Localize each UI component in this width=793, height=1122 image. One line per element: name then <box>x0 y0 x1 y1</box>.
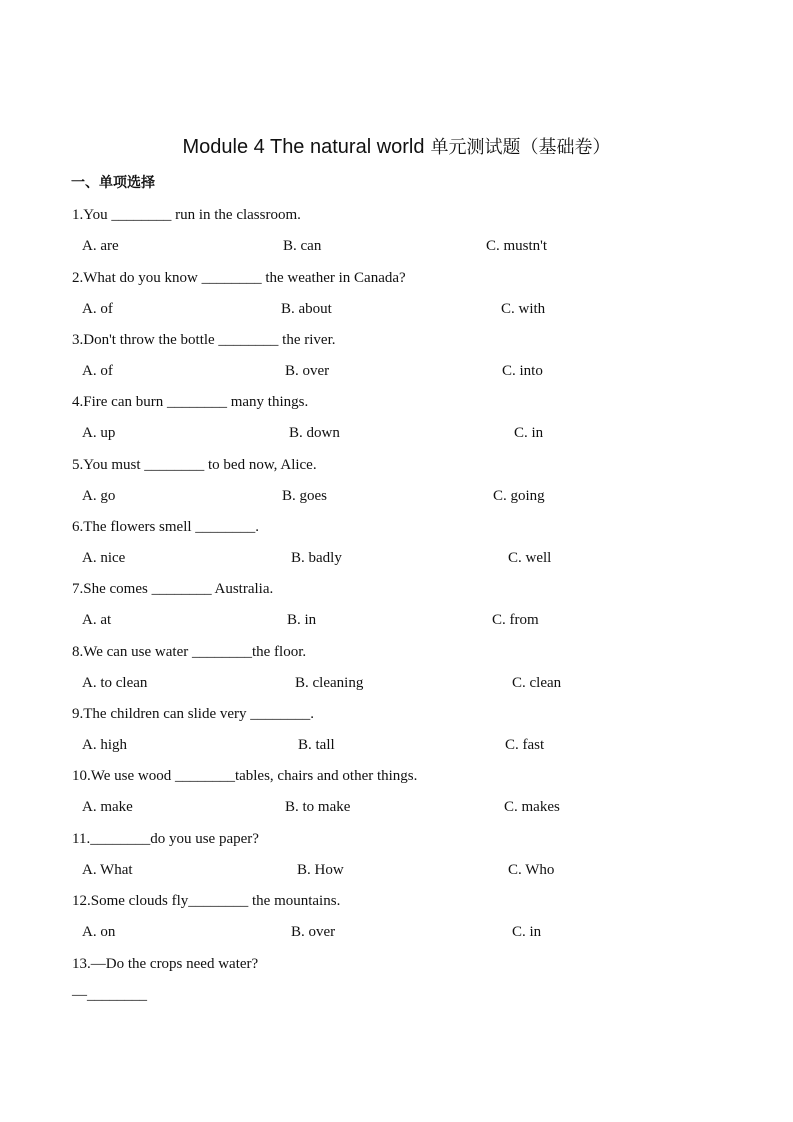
page-title <box>0 133 793 162</box>
question-4: 4.Fire can burn ________ many things. <box>72 394 309 410</box>
q2-option-c: C. with <box>501 301 546 317</box>
q11-option-b: B. How <box>297 862 344 878</box>
q10-option-b: B. to make <box>285 799 351 815</box>
q9-option-a: A. high <box>82 737 127 753</box>
question-13: 13.—Do the crops need water? <box>72 956 259 972</box>
question-10: 10.We use wood ________tables, chairs and other things. <box>72 768 418 784</box>
q4-option-b: B. down <box>289 425 340 441</box>
q2-option-b: B. about <box>281 301 332 317</box>
q5-option-c: C. going <box>493 488 545 504</box>
q11-option-a: A. What <box>82 862 133 878</box>
q10-option-c: C. makes <box>504 799 560 815</box>
q7-option-c: C. from <box>492 612 539 628</box>
q7-option-a: A. at <box>82 612 112 628</box>
question-9: 9.The children can slide very ________. <box>72 706 315 722</box>
q12-option-a: A. on <box>82 924 116 940</box>
q1-option-a: A. are <box>82 238 119 254</box>
question-8: 8.We can use water ________the floor. <box>72 644 307 660</box>
question-2: 2.What do you know ________ the weather in Canada? <box>72 270 406 286</box>
q3-option-a: A. of <box>82 363 113 379</box>
q6-option-a: A. nice <box>82 550 126 566</box>
q1-option-c: C. mustn't <box>486 238 548 254</box>
question-7: 7.She comes ________ Australia. <box>72 581 274 597</box>
q8-option-c: C. clean <box>512 675 562 691</box>
question-5: 5.You must ________ to bed now, Alice. <box>72 457 317 473</box>
answer-line: —________ <box>72 987 147 1003</box>
q3-option-b: B. over <box>285 363 330 379</box>
question-11: 11.________do you use paper? <box>72 831 259 847</box>
q9-option-b: B. tall <box>298 737 335 753</box>
section-heading: 一、单项选择 <box>71 175 155 191</box>
q4-option-a: A. up <box>82 425 116 441</box>
q3-option-c: C. into <box>502 363 543 379</box>
q12-option-c: C. in <box>512 924 542 940</box>
q1-option-b: B. can <box>283 238 322 254</box>
title-chinese: 单元测试题（基础卷） <box>430 137 611 158</box>
q9-option-c: C. fast <box>505 737 545 753</box>
q8-option-a: A. to clean <box>82 675 148 691</box>
q5-option-b: B. goes <box>282 488 327 504</box>
q8-option-b: B. cleaning <box>295 675 364 691</box>
question-1: 1.You ________ run in the classroom. <box>72 207 301 223</box>
question-6: 6.The flowers smell ________. <box>72 519 260 535</box>
q11-option-c: C. Who <box>508 862 555 878</box>
question-3: 3.Don't throw the bottle ________ the river. <box>72 332 336 348</box>
title-english: Module 4 The natural world <box>182 136 425 158</box>
q6-option-b: B. badly <box>291 550 342 566</box>
q12-option-b: B. over <box>291 924 336 940</box>
q7-option-b: B. in <box>287 612 317 628</box>
q4-option-c: C. in <box>514 425 544 441</box>
q6-option-c: C. well <box>508 550 552 566</box>
question-12: 12.Some clouds fly________ the mountains. <box>72 893 341 909</box>
q10-option-a: A. make <box>82 799 133 815</box>
q2-option-a: A. of <box>82 301 113 317</box>
q5-option-a: A. go <box>82 488 116 504</box>
